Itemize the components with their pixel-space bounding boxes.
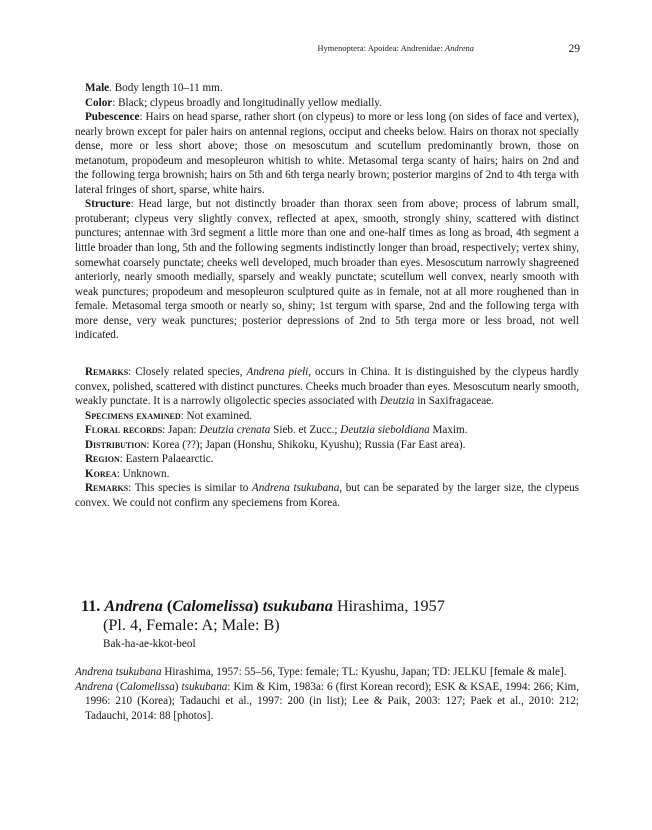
- male-label: Male: [85, 82, 110, 94]
- citation-genus: Andrena: [75, 680, 113, 693]
- pubescence-label: Pubescence: [85, 111, 140, 124]
- citation-subgenus: Calomelissa: [119, 680, 175, 693]
- floral-species-2: Deutzia sieboldiana: [340, 424, 430, 437]
- floral-text: : Japan:: [162, 424, 200, 437]
- male-description: [75, 81, 579, 343]
- floral-text-end: Maxim.: [429, 424, 468, 437]
- species-number: 11.: [81, 597, 101, 615]
- citation-text: : Kim & Kim, 1983a: 6 (first Korean record); ESK & KSAE, 1994: 266; Kim, 1996: 210 (Korea); Tadauchi et al., 1997: 200 (in list); Lee & Paik, 2003: 127; Paek et al., 2010: 212; Tadauchi, 2014: 88 [photos].: [85, 680, 579, 722]
- color-text: : Black; clypeus broadly and longitudinally yellow medially.: [112, 96, 382, 109]
- species-korean-name: Bak-ha-ae-kkot-beol: [103, 638, 196, 650]
- distribution-paragraph: [75, 438, 579, 453]
- color-label: Color: [85, 96, 113, 109]
- running-head-text: Hymenoptera: Apoidea: Andrenidae:: [317, 44, 446, 53]
- citation-epithet: tsukubana: [181, 680, 228, 693]
- specimens-label: Specimens examined: [85, 409, 181, 422]
- color-paragraph: [75, 96, 579, 111]
- specimens-paragraph: [75, 409, 579, 424]
- citation-text: Hirashima, 1957: 55–56, Type: female; TL: Kyushu, Japan; TD: JELKU [female & male].: [161, 666, 567, 678]
- remarks2-species: Andrena tsukubana: [251, 482, 340, 495]
- korea-label: Korea: [85, 467, 117, 480]
- structure-paragraph: [75, 197, 579, 342]
- species-author: Hirashima, 1957: [332, 597, 445, 615]
- species-epithet: tsukubana: [262, 597, 333, 615]
- remarks2-text-end: , but can be separated by the larger size, the clypeus convex. We could not confirm any speciemens from Korea.: [75, 482, 579, 509]
- distribution-text: : Korea (??); Japan (Honshu, Shikoku, Kyushu); Russia (Far East area).: [146, 438, 466, 451]
- floral-paragraph: [75, 423, 579, 438]
- species-plate: (Pl. 4, Female: A; Male: B): [103, 616, 280, 634]
- synonymy-list: [75, 665, 579, 723]
- citation-name: Andrena tsukubana: [75, 666, 162, 678]
- korea-paragraph: [75, 467, 579, 482]
- running-head: [0, 44, 474, 53]
- male-paragraph: [75, 81, 579, 96]
- species-subgenus-open: (: [162, 597, 173, 615]
- citation-subgenus-open: (: [112, 680, 120, 693]
- region-paragraph: [75, 452, 579, 467]
- structure-label: Structure: [85, 198, 131, 211]
- citation-subgenus-close: ): [174, 680, 182, 693]
- species-title: [81, 597, 581, 616]
- citation-item: [75, 680, 579, 724]
- male-text: . Body length 10–11 mm.: [109, 82, 223, 94]
- specimens-text: : Not examined.: [180, 409, 253, 422]
- remarks-species: Andrena pieli: [246, 366, 309, 378]
- floral-species-1: Deutzia crenata: [199, 424, 271, 437]
- pubescence-text: : Hairs on head sparse, rather short (on clypeus) to more or less long (on sides of face and vertex), nearly brown except for paler hairs on antennal regions, occiput and cheeks below. Hairs on thorax not specially dense, more or less short above; those on mesoscutum and scutellum predominantly brown, those on metanotum, propodeum and mesopleuron whitish to white. Metasomal terga scanty of hairs; hairs on 2nd and the following terga brownish; hairs on 5th and 6th terga nearly brown; posterior margins of 2nd to 4th terga with lateral fringes of short, sparse, white hairs.: [75, 111, 579, 196]
- remarks2-label: Remarks: [85, 482, 129, 495]
- remarks-text: : Closely related species,: [128, 366, 247, 378]
- pubescence-paragraph: [75, 110, 579, 197]
- remarks2-paragraph: [75, 481, 579, 510]
- species-heading: [81, 597, 581, 651]
- region-label: Region: [85, 453, 120, 466]
- floral-label: Floral records: [85, 424, 163, 437]
- remarks-text-mid: , occurs in China. It is distinguished by the clypeus hardly convex, polished, scattered with distinct punctures. Cheeks much broader than eyes. Mesoscutum nearly smooth, weakly punctate. It is a narrowly oligolectic species associated with: [75, 366, 579, 408]
- species-subgenus: Calomelissa: [172, 597, 254, 615]
- remarks-paragraph: [75, 365, 579, 409]
- remarks2-text: : This species is similar to: [128, 482, 252, 495]
- running-head-genus: Andrena: [445, 44, 474, 53]
- structure-text: : Head large, but not distinctly broader than thorax seen from above; process of labrum small, protuberant; clypeus very slightly convex, reflected at apex, smooth, strongly shiny, scattered with distinct punctures; antennae with 3rd segment a little more than one and one-half times as long as broad, 4th segment a little broader than long, 5th and the following segments indistinctly longer than broad, respectively; vertex shiny, somewhat coarsely punctate; cheeks well developed, much broader than eyes. Mesoscutum narrowly shagreened anteriorly, nearly smooth medially, sparsely and weakly punctate; scutellum well convex, nearly smooth with weak punctures; propodeum and mesopleuron sculptured quite as in female, not at all more roughened than in female. Metasomal terga smooth or nearly so, shiny; 1st tergum with sparse, 2nd and the following terga with more dense, very weak punctures; posterior depressions of 2nd to 5th terga more or less broad, not well indicated.: [75, 198, 579, 342]
- remarks-genus: Deutzia: [379, 395, 415, 408]
- citation-item: [75, 665, 579, 680]
- distribution-label: Distribution: [85, 438, 147, 451]
- region-text: : Eastern Palaearctic.: [119, 453, 214, 466]
- floral-text-mid: Sieb. et Zucc.;: [270, 424, 341, 437]
- korea-text: : Unknown.: [116, 467, 170, 480]
- remarks-text-end: in Saxifragaceae.: [414, 395, 494, 408]
- remarks-label: Remarks: [85, 366, 129, 378]
- page-number: 29: [568, 43, 580, 55]
- species-subgenus-close: ): [253, 597, 263, 615]
- species-genus: Andrena: [104, 597, 163, 615]
- remarks-section: [75, 365, 579, 510]
